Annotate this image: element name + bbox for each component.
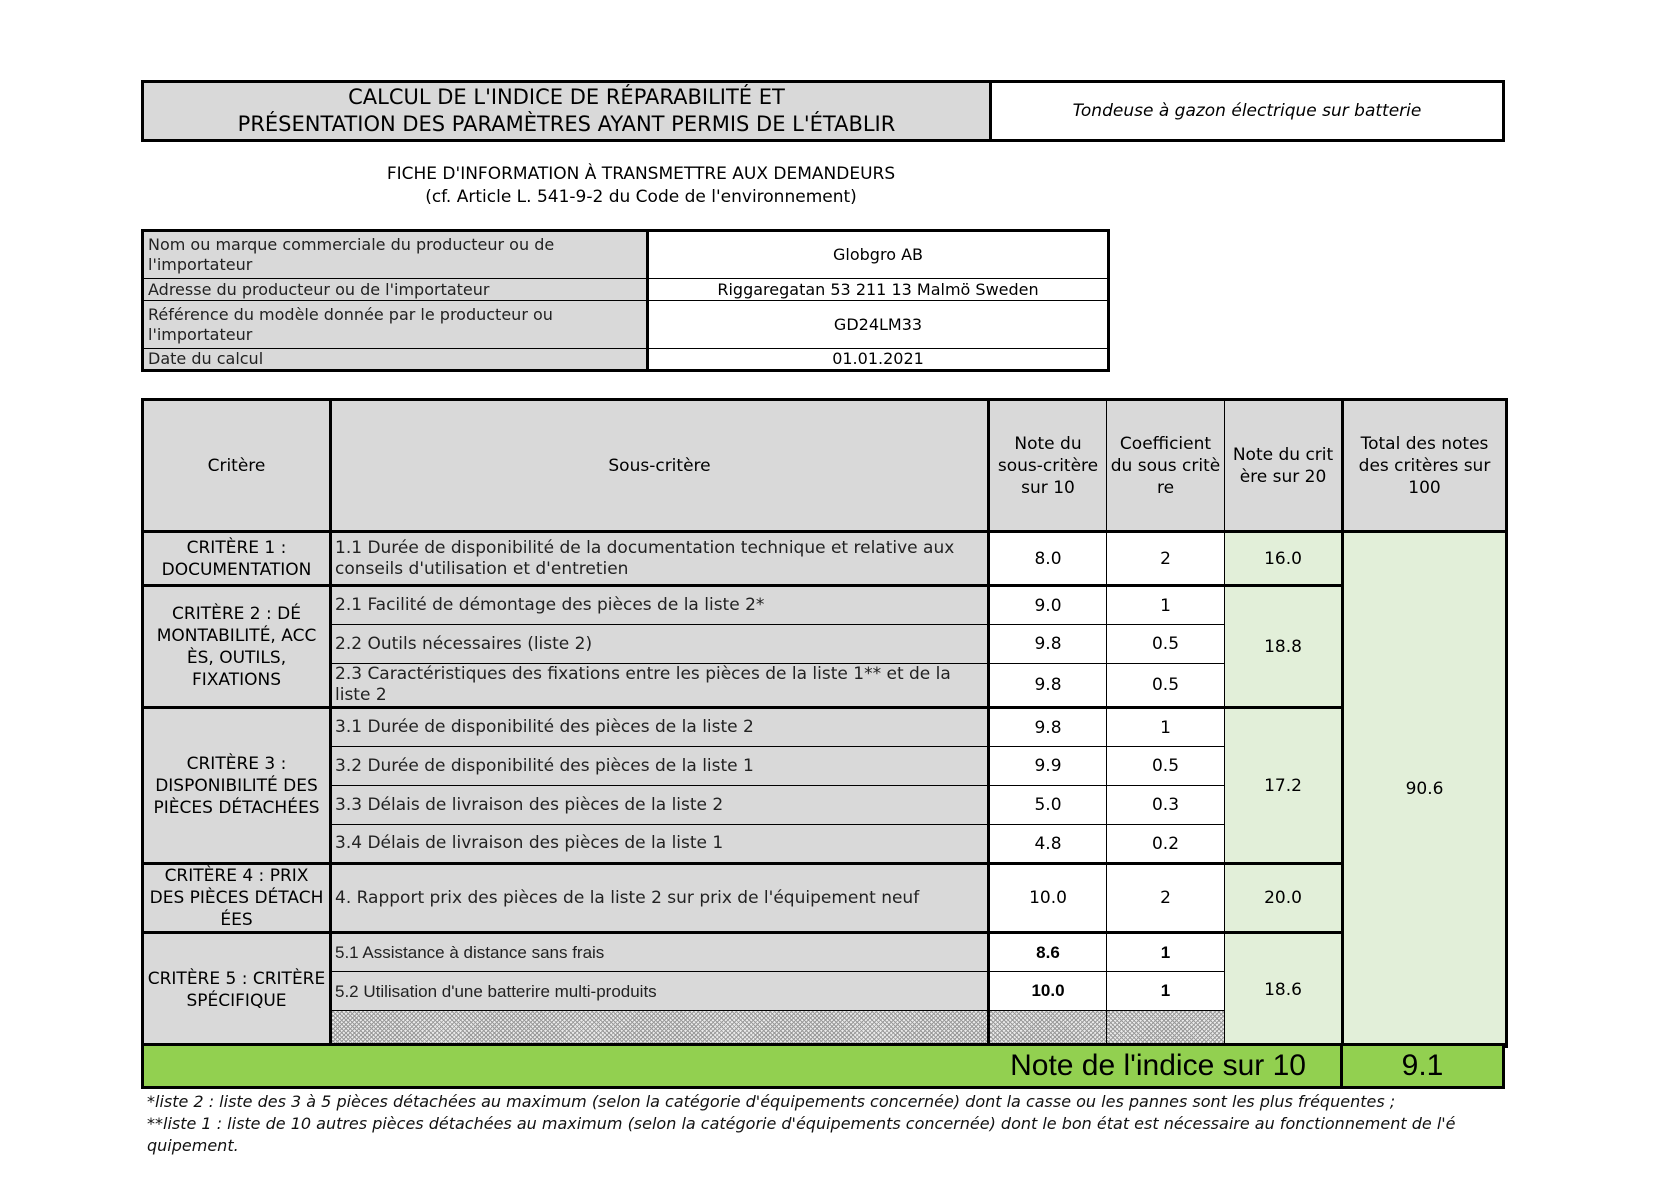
info-value: 01.01.2021 (648, 349, 1109, 371)
table-header-row (143, 400, 1507, 532)
subcriterion-coef: 0.3 (1107, 786, 1225, 825)
info-value: Riggaregatan 53 211 13 Malmö Sweden (648, 279, 1109, 301)
criterion-score: 17.2 (1225, 708, 1343, 864)
info-value: Globgro AB (648, 231, 1109, 279)
info-value: GD24LM33 (648, 301, 1109, 349)
header-total: Total des notes des critères sur 100 (1343, 400, 1507, 532)
table-row (143, 708, 1507, 747)
subcriterion-note: 9.8 (989, 708, 1107, 747)
header-sous-critere: Sous-critère (331, 400, 989, 532)
subcriterion-note: 10.0 (989, 972, 1107, 1011)
product-name: Tondeuse à gazon électrique sur batterie (1072, 101, 1422, 121)
table-row (143, 532, 1507, 586)
footnote-liste-2: *liste 2 : liste des 3 à 5 pièces détachées au maximum (selon la catégorie d'équipements concernée) dont la casse ou les pannes sont les plus fréquentes ; (147, 1092, 1396, 1111)
subcriterion-label: 3.2 Durée de disponibilité des pièces de la liste 1 (331, 747, 989, 786)
empty-hatched-cell (989, 1011, 1107, 1047)
subcriterion-note: 8.0 (989, 532, 1107, 586)
info-row (143, 231, 1109, 279)
header-coefficient: Coefficient du sous critè re (1107, 400, 1225, 532)
info-label: Date du calcul (143, 349, 648, 371)
document-title (144, 83, 992, 139)
subcriterion-note: 10.0 (989, 864, 1107, 933)
subcriterion-label: 5.1 Assistance à distance sans frais (331, 933, 989, 972)
criterion-score: 16.0 (1225, 532, 1343, 586)
subcriterion-label: 3.3 Délais de livraison des pièces de la liste 2 (331, 786, 989, 825)
subcriterion-note: 9.0 (989, 586, 1107, 625)
criterion-name: CRITÈRE 4 : PRIX DES PIÈCES DÉTACH ÉES (143, 864, 331, 933)
subcriterion-coef: 1 (1107, 586, 1225, 625)
subtitle-line-2: (cf. Article L. 541-9-2 du Code de l'environnement) (425, 187, 857, 207)
info-label: Adresse du producteur ou de l'importateur (143, 279, 648, 301)
subcriterion-label: 3.1 Durée de disponibilité des pièces de la liste 2 (331, 708, 989, 747)
subcriterion-coef: 1 (1107, 933, 1225, 972)
empty-hatched-cell (331, 1011, 989, 1047)
subcriterion-coef: 2 (1107, 532, 1225, 586)
table-row (143, 586, 1507, 625)
subcriterion-coef: 0.5 (1107, 747, 1225, 786)
subcriterion-label: 2.3 Caractéristiques des fixations entre les pièces de la liste 1** et de la liste 2 (331, 664, 989, 708)
criterion-name: CRITÈRE 3 : DISPONIBILITÉ DES PIÈCES DÉTACHÉES (143, 708, 331, 864)
subcriterion-label: 2.1 Facilité de démontage des pièces de la liste 2* (331, 586, 989, 625)
subcriterion-label: 5.2 Utilisation d'une batterire multi-produits (331, 972, 989, 1011)
subcriterion-note: 9.8 (989, 664, 1107, 708)
subcriterion-note: 8.6 (989, 933, 1107, 972)
footnote-liste-1: **liste 1 : liste de 10 autres pièces détachées au maximum (selon la catégorie d'équipements concernée) dont le bon état est nécessaire au fonctionnement de l'é quipement. (147, 1114, 1456, 1155)
producer-info-table (141, 229, 1110, 372)
criterion-score: 20.0 (1225, 864, 1343, 933)
subcriterion-note: 9.8 (989, 625, 1107, 664)
header-note-sous-critere: Note du sous-critère sur 10 (989, 400, 1107, 532)
criteria-table (141, 398, 1508, 1048)
subtitle-line-1: FICHE D'INFORMATION À TRANSMETTRE AUX DEMANDEURS (386, 164, 896, 184)
info-row (143, 349, 1109, 371)
subcriterion-coef: 1 (1107, 972, 1225, 1011)
subcriterion-note: 9.9 (989, 747, 1107, 786)
info-row (143, 301, 1109, 349)
info-label: Référence du modèle donnée par le producteur ou l'importateur (143, 301, 648, 349)
final-score-bar (141, 1043, 1505, 1089)
criterion-name: CRITÈRE 5 : CRITÈRE SPÉCIFIQUE (143, 933, 331, 1047)
empty-hatched-cell (1107, 1011, 1225, 1047)
criterion-score: 18.8 (1225, 586, 1343, 708)
criterion-score: 18.6 (1225, 933, 1343, 1047)
subcriterion-coef: 0.5 (1107, 625, 1225, 664)
title-line-1: CALCUL DE L'INDICE DE RÉPARABILITÉ ET (348, 85, 785, 109)
subcriterion-label: 3.4 Délais de livraison des pièces de la liste 1 (331, 825, 989, 864)
header-note-critere: Note du crit ère sur 20 (1225, 400, 1343, 532)
info-label: Nom ou marque commerciale du producteur ou de l'importateur (143, 231, 648, 279)
subcriterion-label: 4. Rapport prix des pièces de la liste 2 sur prix de l'équipement neuf (331, 864, 989, 933)
subcriterion-coef: 0.5 (1107, 664, 1225, 708)
header-critere: Critère (143, 400, 331, 532)
info-row (143, 279, 1109, 301)
subcriterion-note: 4.8 (989, 825, 1107, 864)
criterion-name: CRITÈRE 2 : DÉ MONTABILITÉ, ACC ÈS, OUTILS, FIXATIONS (143, 586, 331, 708)
table-row (143, 864, 1507, 933)
table-row (143, 933, 1507, 972)
criterion-name: CRITÈRE 1 : DOCUMENTATION (143, 532, 331, 586)
total-score: 90.6 (1343, 532, 1507, 1047)
document-header (141, 80, 1505, 142)
final-score-value: 9.1 (1401, 1049, 1444, 1082)
final-score-label: Note de l'indice sur 10 (144, 1046, 1343, 1086)
subcriterion-coef: 2 (1107, 864, 1225, 933)
subcriterion-label: 2.2 Outils nécessaires (liste 2) (331, 625, 989, 664)
subcriterion-note: 5.0 (989, 786, 1107, 825)
title-line-2: PRÉSENTATION DES PARAMÈTRES AYANT PERMIS DE L'ÉTABLIR (237, 112, 896, 136)
subcriterion-label: 1.1 Durée de disponibilité de la documentation technique et relative aux conseils d'utilisation et d'entretien (331, 532, 989, 586)
subcriterion-coef: 1 (1107, 708, 1225, 747)
subcriterion-coef: 0.2 (1107, 825, 1225, 864)
